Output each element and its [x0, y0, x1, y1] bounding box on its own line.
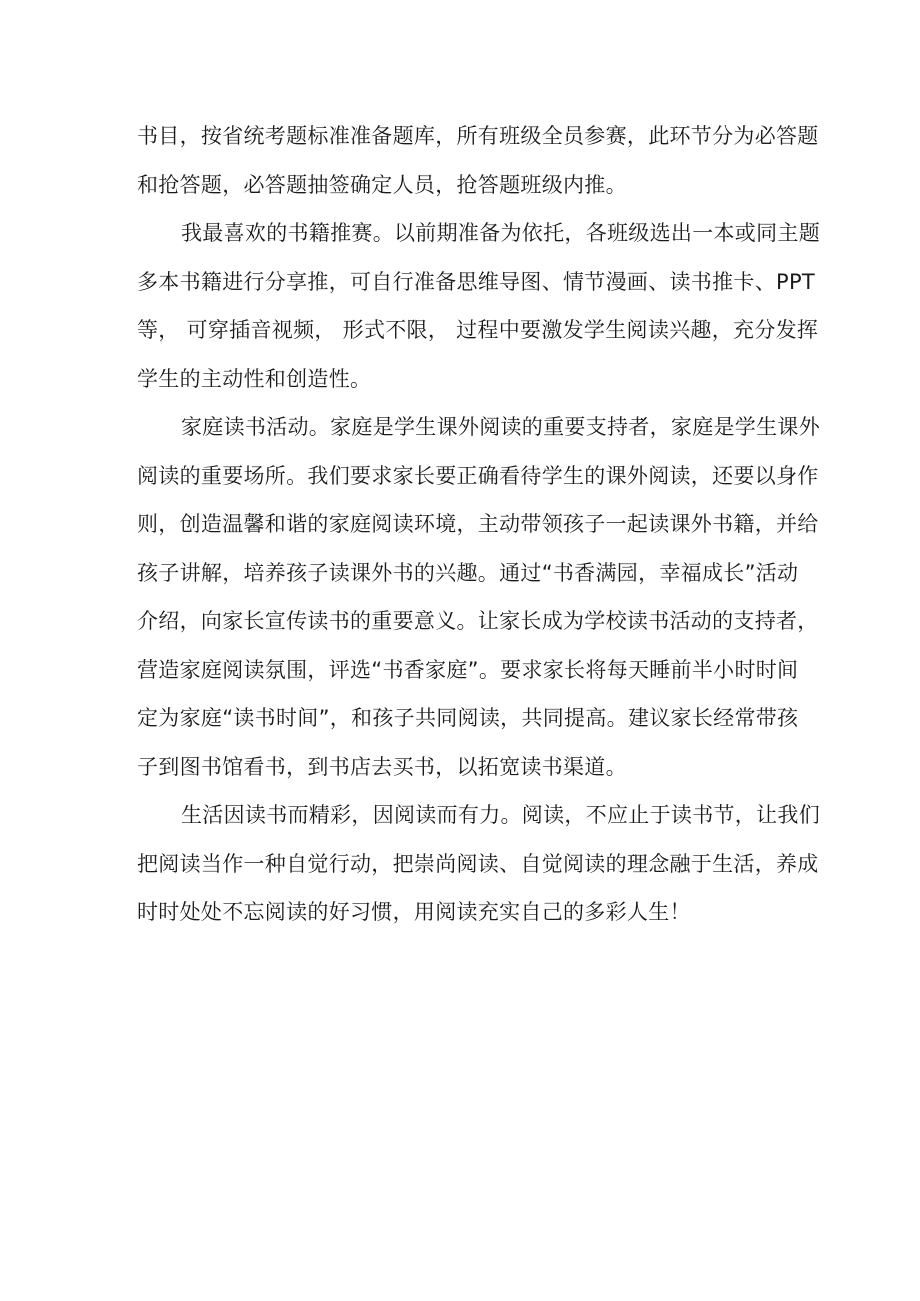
- text-line: 介绍，向家长宣传读书的重要意义。让家长成为学校读书活动的支持者，: [137, 609, 819, 633]
- paragraph-closing: [137, 791, 820, 937]
- text-line: 学生的主动性和创造性。: [137, 366, 372, 391]
- paragraph-book-recommendation: [137, 209, 820, 403]
- text-line: 生活因读书而精彩，因阅读而有力。阅读，不应止于读书节，让我们: [181, 803, 820, 827]
- paragraph-family-reading: [137, 403, 820, 791]
- text-line: 阅读的重要场所。我们要求家长要正确看待学生的课外阅读，还要以身作: [137, 463, 819, 488]
- text-line: 多本书籍进行分享推，可自行准备思维导图、情节漫画、读书推卡、PPT: [137, 269, 816, 294]
- paragraph-quiz-continuation: [137, 112, 819, 209]
- text-line: 等， 可穿插音视频， 形式不限， 过程中要激发学生阅读兴趣，充分发挥: [137, 318, 819, 342]
- text-line: 子到图书馆看书，到书店去买书，以拓宽读书渠道。: [137, 754, 627, 779]
- text-line: 营造家庭阅读氛围，评选“书香家庭”。要求家长将每天睡前半小时时间: [137, 657, 799, 682]
- text-line: 时时处处不忘阅读的好习惯，用阅读充实自己的多彩人生！: [137, 900, 691, 924]
- text-line: 孩子讲解，培养孩子读课外书的兴趣。通过“书香满园，幸福成长”活动: [137, 560, 799, 585]
- text-line: 和抢答题，必答题抽签确定人员，抢答题班级内推。: [137, 172, 627, 197]
- document-body: [137, 112, 820, 937]
- text-line: 书目，按省统考题标准准备题库，所有班级全员参赛，此环节分为必答题: [137, 124, 819, 148]
- text-line: 则，创造温馨和谐的家庭阅读环境，主动带领孩子一起读课外书籍，并给: [137, 512, 819, 536]
- text-line: 把阅读当作一种自觉行动，把崇尚阅读、自觉阅读的理念融于生活，养成: [137, 851, 819, 876]
- text-line: 家庭读书活动。家庭是学生课外阅读的重要支持者，家庭是学生课外: [181, 415, 820, 439]
- text-line: 我最喜欢的书籍推赛。以前期准备为依托，各班级选出一本或同主题: [181, 221, 820, 245]
- text-line: 定为家庭“读书时间”，和孩子共同阅读，共同提高。建议家长经常带孩: [137, 706, 799, 730]
